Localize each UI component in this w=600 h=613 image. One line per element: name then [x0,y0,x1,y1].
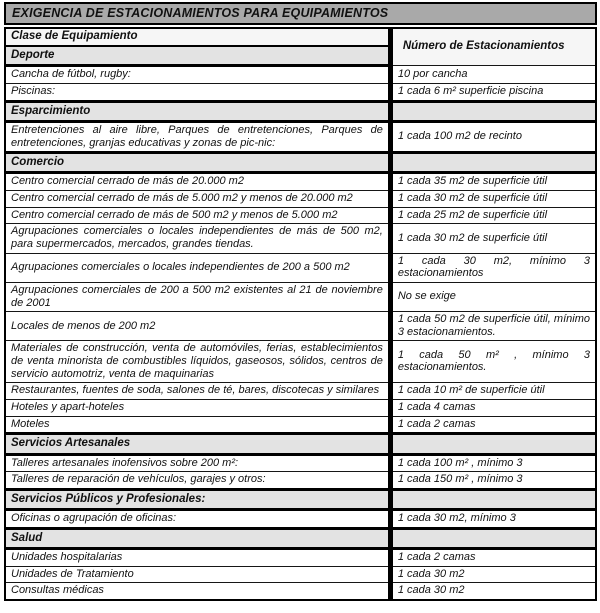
table-row [5,207,596,224]
clase-cell: Locales de menos de 200 m2 [5,312,390,341]
numero-cell: 1 cada 25 m2 de superficie útil [390,207,596,224]
numero-cell: 1 cada 100 m² , mínimo 3 [390,454,596,472]
table-row [5,383,596,400]
table-row [5,566,596,583]
clase-cell: Centro comercial cerrado de más de 5.000 m2 y menos de 20.000 m2 [5,191,390,208]
numero-cell: 1 cada 30 m2, mínimo 3 estacionamientos [390,253,596,282]
numero-cell: 1 cada 2 camas [390,416,596,434]
clase-cell: Hoteles y apart-hoteles [5,400,390,417]
section-row-servicios-publicos [5,489,596,509]
header-row [5,28,596,46]
parking-requirements-table [4,27,597,601]
table-row [5,84,596,102]
section-label: Servicios Públicos y Profesionales: [5,489,390,509]
numero-cell: 1 cada 30 m2 de superficie útil [390,191,596,208]
clase-cell: Unidades de Tratamiento [5,566,390,583]
clase-cell: Materiales de construcción, venta de automóviles, ferias, establecimientos de venta minorista de combustibles líquidos, gaseosos, sólidos, centros de servicio automotriz, venta de maquinarias [5,341,390,383]
table-row [5,121,596,152]
table-row [5,548,596,566]
section-empty-cell [390,101,596,121]
clase-cell: Piscinas: [5,84,390,102]
numero-cell: 1 cada 30 m2, mínimo 3 [390,510,596,529]
column-header-numero: Número de Estacionamientos [390,28,596,66]
clase-cell: Cancha de fútbol, rugby: [5,66,390,84]
table-row [5,173,596,191]
table-row [5,66,596,84]
numero-cell: 1 cada 50 m2 de superficie útil, mínimo 3 estacionamientos. [390,312,596,341]
table-title: EXIGENCIA DE ESTACIONAMIENTOS PARA EQUIPAMIENTOS [4,2,597,25]
numero-cell: 10 por cancha [390,66,596,84]
section-label: Deporte [5,46,390,66]
numero-cell: 1 cada 30 m2 de superficie útil [390,224,596,253]
clase-cell: Moteles [5,416,390,434]
clase-cell: Talleres de reparación de vehículos, garajes y otros: [5,472,390,490]
table-row [5,510,596,529]
table-row [5,282,596,311]
section-empty-cell [390,528,596,548]
table-row [5,400,596,417]
section-empty-cell [390,153,596,173]
clase-cell: Centro comercial cerrado de más de 500 m2 y menos de 5.000 m2 [5,207,390,224]
column-header-clase: Clase de Equipamiento [5,28,390,46]
section-label: Servicios Artesanales [5,434,390,454]
clase-cell: Consultas médicas [5,583,390,600]
table-row [5,253,596,282]
section-empty-cell [390,434,596,454]
table-row [5,191,596,208]
table-row [5,224,596,253]
section-row-esparcimiento [5,101,596,121]
clase-cell: Agrupaciones comerciales o locales independientes de más de 500 m2, para supermercados, mercados, grandes tiendas. [5,224,390,253]
clase-cell: Agrupaciones comerciales de 200 a 500 m2 existentes al 21 de noviembre de 2001 [5,282,390,311]
numero-cell: 1 cada 30 m2 [390,583,596,600]
clase-cell: Talleres artesanales inofensivos sobre 200 m²: [5,454,390,472]
table-row [5,472,596,490]
clase-cell: Unidades hospitalarias [5,548,390,566]
clase-cell: Restaurantes, fuentes de soda, salones de té, bares, discotecas y similares [5,383,390,400]
clase-cell: Entretenciones al aire libre, Parques de entretenciones, Parques de entretenciones, granjas educativas y zonas de pic-nic: [5,121,390,152]
numero-cell: 1 cada 30 m2 [390,566,596,583]
table-row [5,416,596,434]
section-row-salud [5,528,596,548]
section-label: Esparcimiento [5,101,390,121]
numero-cell: 1 cada 100 m2 de recinto [390,121,596,152]
clase-cell: Oficinas o agrupación de oficinas: [5,510,390,529]
clase-cell: Agrupaciones comerciales o locales independientes de 200 a 500 m2 [5,253,390,282]
numero-cell: 1 cada 4 camas [390,400,596,417]
numero-cell: 1 cada 6 m² superficie piscina [390,84,596,102]
numero-cell: 1 cada 35 m2 de superficie útil [390,173,596,191]
clase-cell: Centro comercial cerrado de más de 20.000 m2 [5,173,390,191]
numero-cell: 1 cada 150 m² , mínimo 3 [390,472,596,490]
section-label: Comercio [5,153,390,173]
table-row [5,312,596,341]
table-row [5,454,596,472]
numero-cell: 1 cada 2 camas [390,548,596,566]
section-empty-cell [390,489,596,509]
numero-cell: 1 cada 10 m² de superficie útil [390,383,596,400]
numero-cell: No se exige [390,282,596,311]
section-row-comercio [5,153,596,173]
section-label: Salud [5,528,390,548]
numero-cell: 1 cada 50 m² , mínimo 3 estacionamientos. [390,341,596,383]
table-row [5,583,596,600]
table-row [5,341,596,383]
section-row-servicios-artesanales [5,434,596,454]
